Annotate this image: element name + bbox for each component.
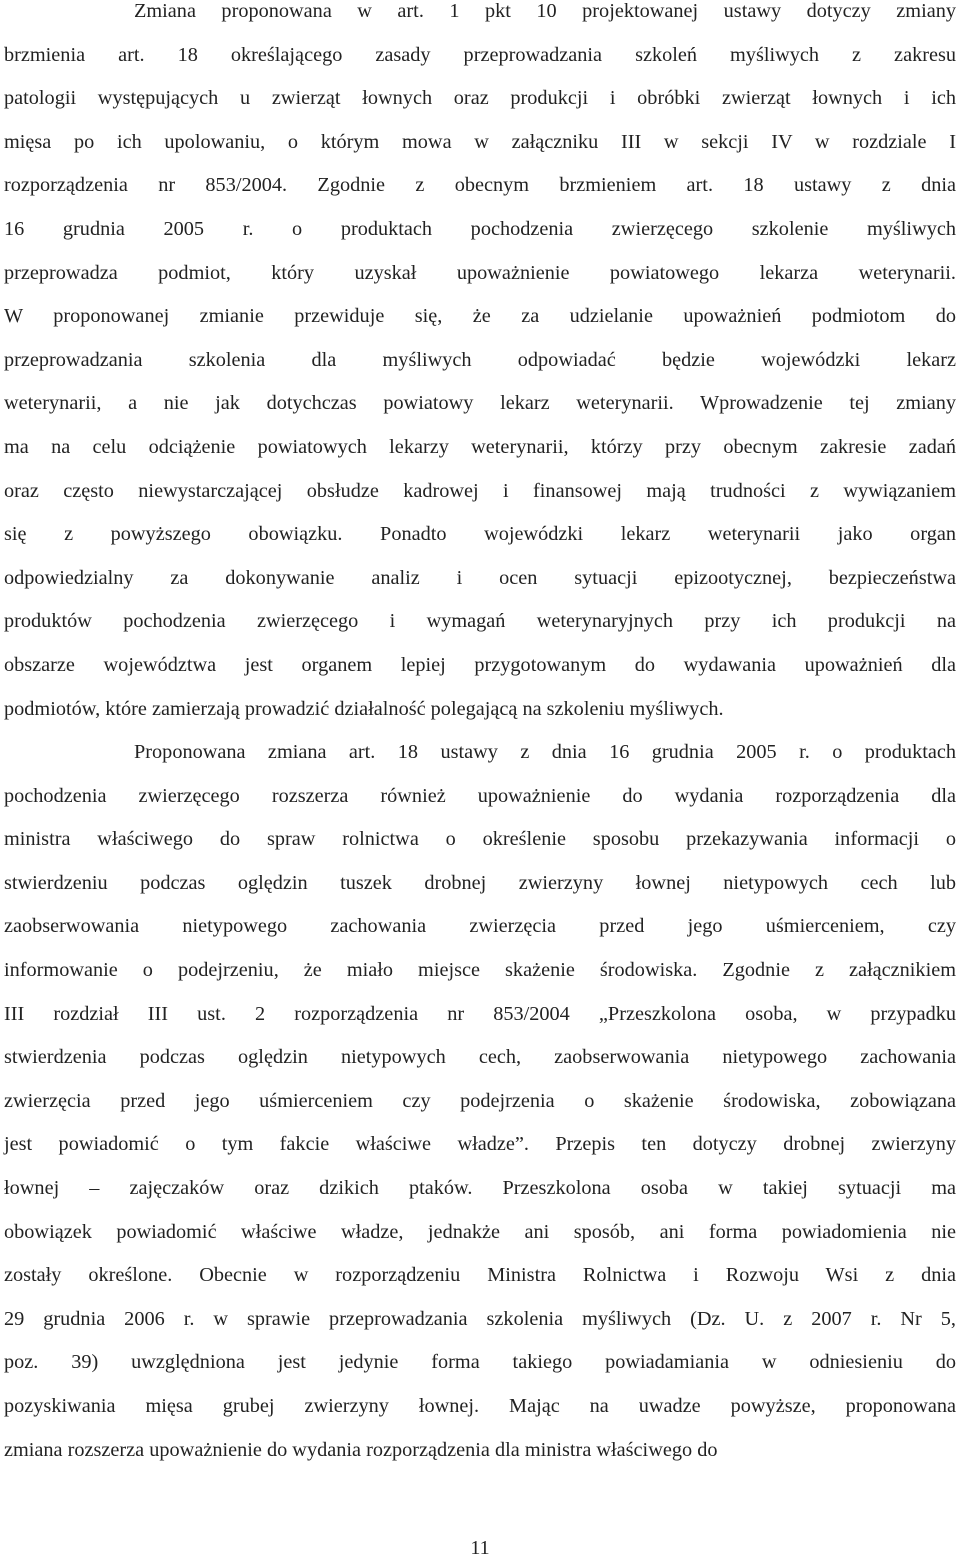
text-line: weterynarii, a nie jak dotychczas powiatowy lekarz weterynarii. Wprowadzenie tej zmiany	[4, 392, 956, 415]
text-line: odpowiedzialny za dokonywanie analiz i ocen sytuacji epizootycznej, bezpieczeństwa	[4, 566, 956, 589]
text-line: rozporządzenia nr 853/2004. Zgodnie z obecnym brzmieniem art. 18 ustawy z dnia	[4, 174, 956, 197]
text-line: podmiotów, które zamierzają prowadzić działalność polegającą na szkoleniu myśliwych.	[4, 697, 724, 720]
text-line: zostały określone. Obecnie w rozporządzeniu Ministra Rolnictwa i Rozwoju Wsi z dnia	[4, 1264, 956, 1287]
text-line: pochodzenia zwierzęcego rozszerza również upoważnienie do wydania rozporządzenia dla	[4, 784, 956, 807]
text-line: jest powiadomić o tym fakcie właściwe władze”. Przepis ten dotyczy drobnej zwierzyny	[4, 1133, 956, 1156]
text-line: łownej – zajęczaków oraz dzikich ptaków. Przeszkolona osoba w takiej sytuacji ma	[4, 1176, 956, 1199]
text-line: Proponowana zmiana art. 18 ustawy z dnia 16 grudnia 2005 r. o produktach	[134, 741, 956, 763]
text-line: produktów pochodzenia zwierzęcego i wymagań weterynaryjnych przy ich produkcji na	[4, 610, 956, 633]
text-line: 16 grudnia 2005 r. o produktach pochodzenia zwierzęcego szkolenie myśliwych	[4, 217, 956, 240]
text-line: przeprowadza podmiot, który uzyskał upoważnienie powiatowego lekarza weterynarii.	[4, 261, 956, 284]
text-line: patologii występujących u zwierząt łownych oraz produkcji i obróbki zwierząt łownych i ich	[4, 87, 956, 110]
text-line: obszarze województwa jest organem lepiej przygotowanym do wydawania upoważnień dla	[4, 653, 956, 676]
text-line: 29 grudnia 2006 r. w sprawie przeprowadzania szkolenia myśliwych (Dz. U. z 2007 r. Nr 5,	[4, 1307, 956, 1330]
text-line: obowiązek powiadomić właściwe władze, jednakże ani sposób, ani forma powiadomienia nie	[4, 1220, 956, 1243]
text-line: się z powyższego obowiązku. Ponadto wojewódzki lekarz weterynarii jako organ	[4, 523, 956, 546]
text-line: pozyskiwania mięsa grubej zwierzyny łownej. Mając na uwadze powyższe, proponowana	[4, 1394, 956, 1417]
text-line: ministra właściwego do spraw rolnictwa o określenie sposobu przekazywania informacji o	[4, 828, 956, 851]
text-line: zmiana rozszerza upoważnienie do wydania rozporządzenia dla ministra właściwego do	[4, 1438, 718, 1461]
text-line: brzmienia art. 18 określającego zasady przeprowadzania szkoleń myśliwych z zakresu	[4, 43, 956, 66]
paragraph-1	[4, 0, 956, 731]
text-line: przeprowadzania szkolenia dla myśliwych odpowiadać będzie wojewódzki lekarz	[4, 348, 956, 371]
text-line: stwierdzenia podczas oględzin nietypowych cech, zaobserwowania nietypowego zachowania	[4, 1046, 956, 1069]
page-number: 11	[470, 1537, 490, 1559]
text-line: oraz często niewystarczającej obsłudze kadrowej i finansowej mają trudności z wywiązaniem	[4, 479, 956, 502]
document-page	[4, 0, 956, 1559]
text-line: ma na celu odciążenie powiatowych lekarzy weterynarii, którzy przy obecnym zakresie zadań	[4, 435, 956, 458]
text-line: informowanie o podejrzeniu, że miało miejsce skażenie środowiska. Zgodnie z załącznikiem	[4, 958, 956, 981]
text-line: mięsa po ich upolowaniu, o którym mowa w załączniku III w sekcji IV w rozdziale I	[4, 130, 956, 153]
text-line: stwierdzeniu podczas oględzin tuszek drobnej zwierzyny łownej nietypowych cech lub	[4, 871, 956, 894]
text-line: Zmiana proponowana w art. 1 pkt 10 projektowanej ustawy dotyczy zmiany	[134, 0, 956, 22]
paragraph-2	[4, 731, 956, 1472]
text-line: zwierzęcia przed jego uśmierceniem czy podejrzenia o skażenie środowiska, zobowiązana	[4, 1089, 956, 1112]
text-line: zaobserwowania nietypowego zachowania zwierzęcia przed jego uśmierceniem, czy	[4, 915, 956, 938]
text-line: W proponowanej zmianie przewiduje się, że za udzielanie upoważnień podmiotom do	[4, 305, 956, 328]
text-line: III rozdział III ust. 2 rozporządzenia nr 853/2004 „Przeszkolona osoba, w przypadku	[4, 1002, 956, 1025]
text-line: poz. 39) uwzględniona jest jedynie forma takiego powiadamiania w odniesieniu do	[4, 1351, 956, 1374]
